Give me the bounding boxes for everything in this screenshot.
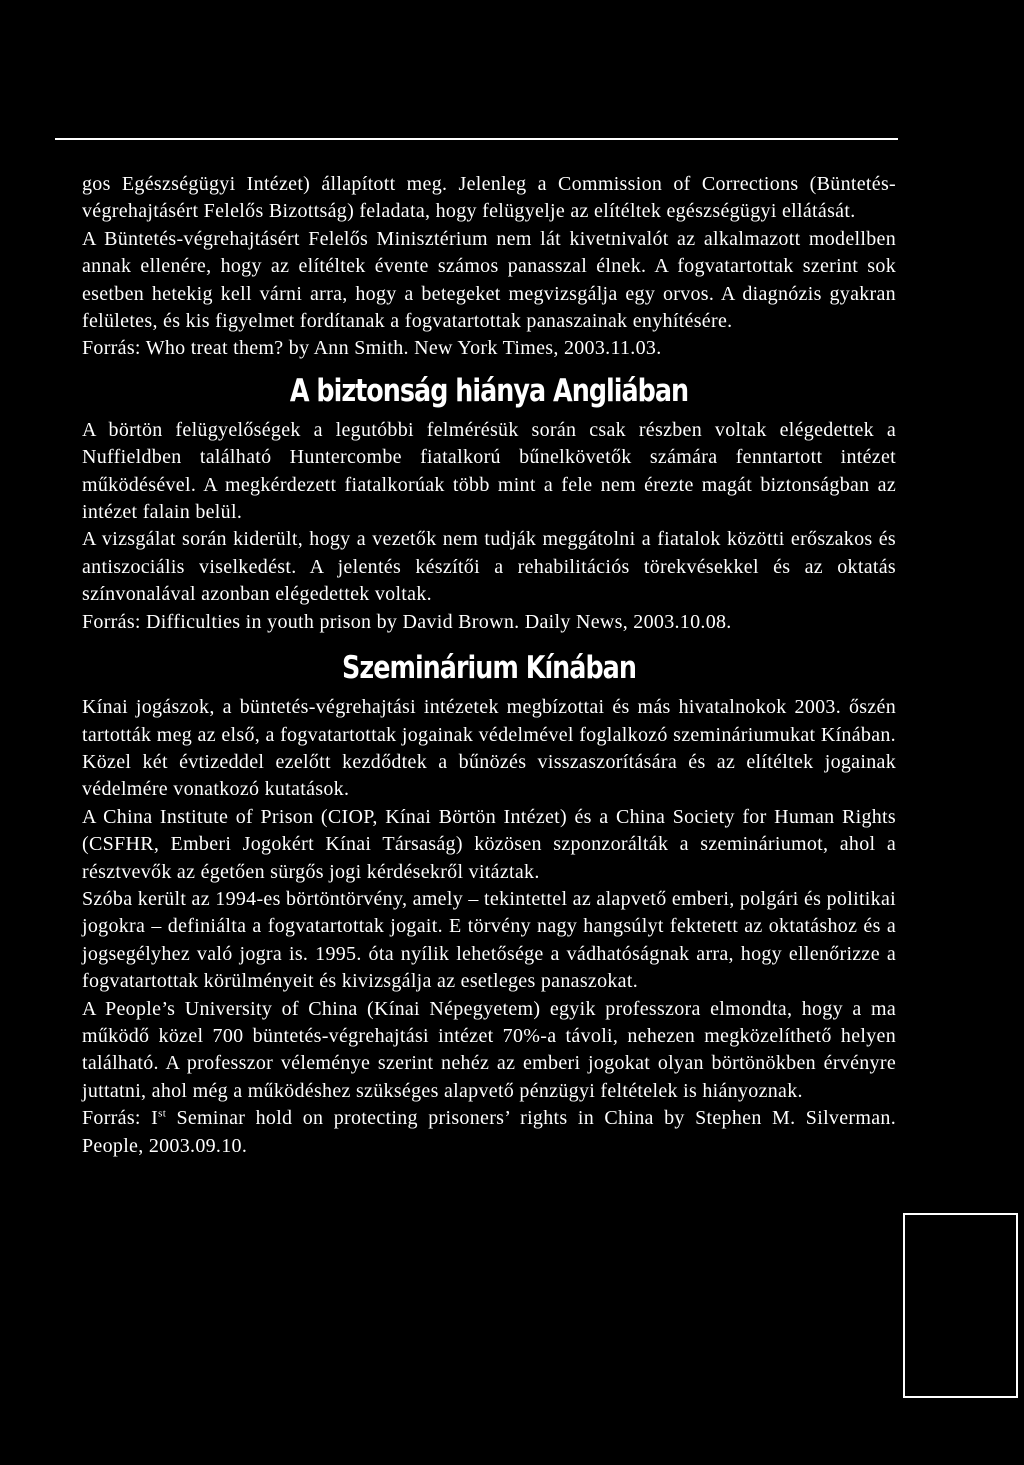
china-source-superscript: st (158, 1107, 167, 1120)
top-divider (55, 138, 898, 140)
article-column (82, 171, 896, 1160)
china-source-rest: Seminar hold on protecting prisoners’ rights in China by Stephen M. Silverman. People, 2003.09.10. (82, 1107, 896, 1157)
intro-source: Forrás: Who treat them? by Ann Smith. New York Times, 2003.11.03. (82, 337, 662, 360)
england-source: Forrás: Difficulties in youth prison by David Brown. Daily News, 2003.10.08. (82, 610, 732, 633)
china-source (82, 1105, 896, 1160)
section-heading-england: A biztonság hiánya Angliában (289, 372, 689, 409)
england-paragraph-2: A vizsgálat során kiderült, hogy a vezetők nem tudják meggátolni a fiatalok közötti erőszakos és antiszociális viselkedést. A jelentés készítői a rehabilitációs törekvésekkel és az oktatás színvonalával azonban elégedettek voltak. (82, 528, 896, 606)
china-source-prefix: Forrás: I (82, 1107, 159, 1130)
intro-paragraph-1: gos Egészségügyi Intézet) állapított meg. Jelenleg a Commission of Corrections (Büntetés-végrehajtásért Felelős Bizottság) feladata, hogy felügyelje az elítéltek egészségügyi ellátását. (82, 173, 896, 223)
england-paragraph-1: A börtön felügyelőségek a legutóbbi felmérésük során csak részben voltak elégedettek a Nuffieldben található Huntercombe fiatalkorú bűnelkövetők számára fenntartott intézet működésével. A megkérdezett fiatalkorúak több mint a fele nem érezte magát biztonságban az intézet falain belül. (82, 418, 896, 524)
china-paragraph-4: A People’s University of China (Kínai Népegyetem) egyik professzora elmondta, hogy a ma működő közel 700 büntetés-végrehajtási intézet 70%-a távoli, nehezen megközelíthető helyen található. A professzor véleménye szerint nehéz az emberi jogokat olyan börtönökben érvényre juttatni, ahol még a működéshez szükséges alapvető pénzügyi feltételek is hiányoznak. (82, 997, 896, 1102)
china-paragraph-2: A China Institute of Prison (CIOP, Kínai Börtön Intézet) és a China Society for Human Rights (CSFHR, Emberi Jogokért Kínai Társaság) közösen szponzorálták a szemináriumot, ahol a résztvevők az égetően sürgős jogi kérdésekről vitáztak. (82, 805, 896, 883)
china-paragraph-3: Szóba került az 1994-es börtöntörvény, amely – tekintettel az alapvető emberi, polgári és politikai jogokra – definiálta a fogvatartottak jogait. E törvény nagy hangsúlyt fektetett az oktatáshoz és a jogsegélyhez való jogra is. 1995. óta nyílik lehetősége a vádhatóságnak arra, hogy ellenőrizze a fogvatartottak körülményeit és kivizsgálja az esetleges panaszokat. (82, 887, 896, 993)
section-heading-china: Szeminárium Kínában (342, 650, 636, 687)
intro-paragraph-2: A Büntetés-végrehajtásért Felelős Minisztérium nem lát kivetnivalót az alkalmazott modellben annak ellenére, hogy az elítéltek évente számos panasszal élnek. A fogvatartottak szerint sok esetben hetekig kell várni arra, hogy a betegeket megvizsgálja egy orvos. A diagnózis gyakran felületes, és kis figyelmet fordítanak a fogvatartottak panaszainak enyhítésére. (82, 227, 896, 333)
margin-box (903, 1213, 1018, 1398)
china-paragraph-1: Kínai jogászok, a büntetés-végrehajtási intézetek megbízottai és más hivatalnokok 2003. őszén tartották meg az első, a fogvatartottak jogainak védelmével foglalkozó szemináriumukat Kínában. Közel két évtizeddel ezelőtt kezdődtek a bűnözés visszaszorítására és az elítéltek jogainak védelmére vonatkozó kutatások. (82, 696, 896, 801)
